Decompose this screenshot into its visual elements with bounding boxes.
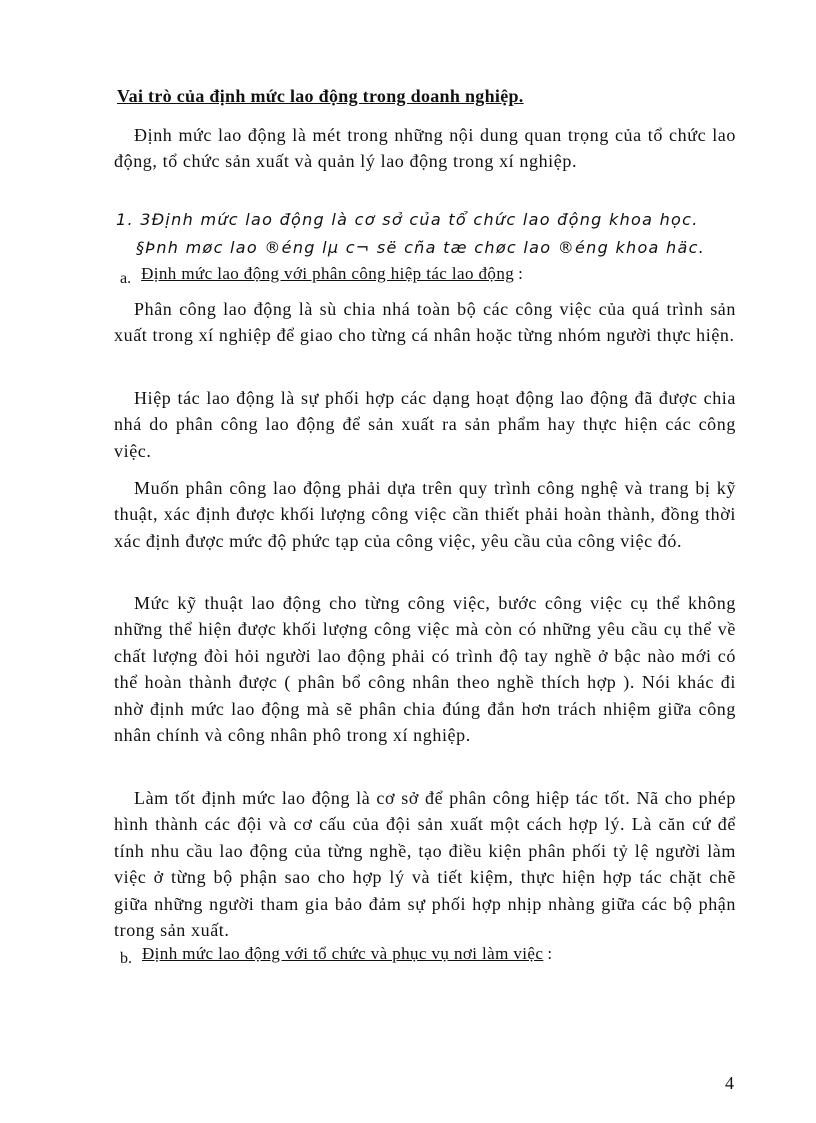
subheading-b-text: Định mức lao động với tổ chức và phục vụ nơi làm việc (142, 944, 544, 963)
subheading-a-marker: a. (120, 270, 132, 287)
paragraph-4: Mức kỹ thuật lao động cho từng công việc, bước công việc cụ thể không những thể hiện được khối lượng công việc mà còn có những yêu cầu cụ thể về chất lượng đòi hỏi người lao động phải có trình độ tay nghề ở bậc nào mới có thể hoàn thành được ( phân bổ công nhân theo nghề thích hợp ). Nói khác đi nhờ định mức lao động mà sẽ phân chia đúng đắn hơn trách nhiệm giữa công nhân chính và công nhân phô trong xí nghiệp. (114, 593, 736, 746)
subheading-a-text: Định mức lao động với phân công hiệp tác lao động (141, 264, 515, 283)
italic-heading-line-legacy-encoding: §Þnh møc lao ®éng lµ c¬ së cña tæ chøc lao ®éng khoa häc. (136, 238, 706, 257)
page-number: 4 (725, 1073, 734, 1093)
paragraph-2: Hiệp tác lao động là sự phối hợp các dạng hoạt động lao động đã được chia nhá do phân công lao động để sản xuất ra sản phẩm hay thực hiện các công việc. (114, 388, 736, 461)
italic-heading-line: 1. 3Định mức lao động là cơ sở của tổ chức lao động khoa học. (116, 210, 699, 229)
paragraph-5: Làm tốt định mức lao động là cơ sở để phân công hiệp tác tốt. Nã cho phép hình thành các đội và cơ cấu của đội sản xuất một cách hợp lý. Là căn cứ để tính nhu cầu lao động của từng nghề, tạo điều kiện phân phối tỷ lệ người làm việc ở từng bộ phận sao cho hợp lý và tiết kiệm, thực hiện hợp tác chặt chẽ giữa những người tham gia bảo đảm sự phối hợp nhịp nhàng giữa các bộ phận trong sản xuất. (114, 788, 736, 941)
paragraph-3: Muốn phân công lao động phải dựa trên quy trình công nghệ và trang bị kỹ thuật, xác định được khối lượng công việc cần thiết phải hoàn thành, đồng thời xác định được mức độ phức tạp của công việc, yêu cầu của công việc đó. (114, 478, 736, 551)
subheading-b (120, 944, 552, 968)
subheading-b-colon: : (547, 944, 553, 963)
section-title: Vai trò của định mức lao động trong doanh nghiệp. (117, 86, 524, 106)
intro-paragraph: Định mức lao động là mét trong những nội dung quan trọng của tổ chức lao động, tổ chức sản xuất và quản lý lao động trong xí nghiệp. (114, 125, 736, 172)
paragraph-1: Phân công lao động là sù chia nhá toàn bộ các công việc của quá trình sản xuất trong xí nghiệp để giao cho từng cá nhân hoặc từng nhóm người thực hiện. (114, 299, 736, 346)
subheading-a-colon: : (518, 264, 523, 283)
subheading-a (120, 264, 523, 288)
subheading-b-marker: b. (120, 950, 132, 967)
